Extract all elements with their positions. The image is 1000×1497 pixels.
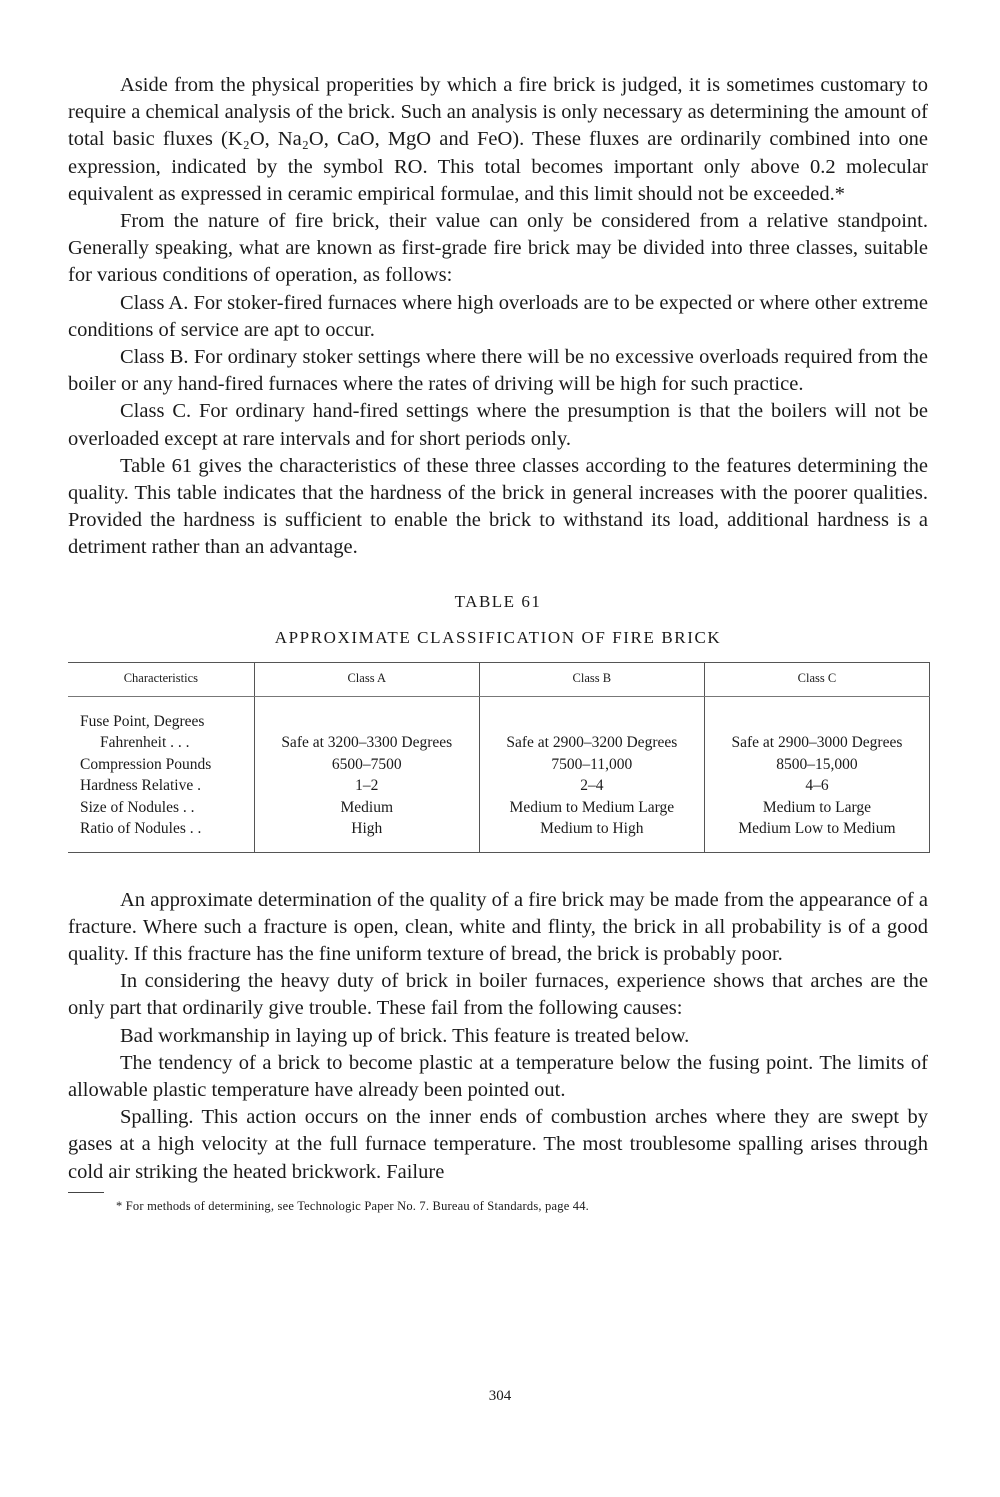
paragraph-spalling: Spalling. This action occurs on the inner ends of combustion arches where they are swept by gases at a high velocity at the full furnace temperature. The most troublesome spalling arises through cold air striking the heated brickwork. Failure [68,1106,928,1183]
cell-class-c: 4–6 [704,775,929,797]
cell-class-b: 2–4 [479,775,704,797]
paragraph-class-b: Class B. For ordinary stoker settings where there will be no excessive overloads required from the boiler or any hand-fired furnaces where the rates of driving will be high for such practice. [68,346,928,396]
cell-class-a: 1–2 [254,775,479,797]
table-row [68,818,930,852]
paragraph-class-a: Class A. For stoker-fired furnaces where high overloads are to be expected or where other extreme conditions of service are apt to occur. [68,291,928,341]
cell-class-b: Medium to Medium Large [479,797,704,819]
paragraph-fracture: An approximate determination of the quality of a fire brick may be made from the appearance of a fracture. Where such a fracture is open, clean, white and flinty, the brick in all probability is of a good quality. If this fracture has the fine uniform texture of bread, the brick is probably poor. [68,888,928,966]
row-label: Hardness Relative . [68,775,254,797]
after-table-text [68,887,928,1186]
table-header-row [68,662,930,696]
cell-class-a: 6500–7500 [254,754,479,776]
paragraph-class-c: Class C. For ordinary hand-fired settings where the presumption is that the boilers will not be overloaded except at rare intervals and for short periods only. [68,400,928,450]
paragraph-arches: In considering the heavy duty of brick in boiler furnaces, experience shows that arches are the only part that ordinarily give trouble. These fail from the following causes: [68,970,928,1020]
table-title: APPROXIMATE CLASSIFICATION OF FIRE BRICK [274,627,722,647]
table-row [68,732,930,754]
row-label: Fuse Point, Degrees [68,696,254,732]
cell-class-c: 8500–15,000 [704,754,929,776]
table-row [68,775,930,797]
header-class-a: Class A [254,662,479,696]
cell-class-c: Safe at 2900–3000 Degrees [704,732,929,754]
row-label: Size of Nodules . . [68,797,254,819]
cell-class-a [254,696,479,732]
paragraph-chemical-analysis: Aside from the physical properities by which a fire brick is judged, it is sometimes customary to require a chemical analysis of the brick. Such an analysis is only necessary as determining the amount of total basic fluxes (K₂O, Na₂O, CaO, MgO and FeO). These fluxes are ordinarily combined into one expression, indicated by the symbol RO. This total becomes important only above 0.2 molecular equivalent as expressed in ceramic empirical formulae, and this limit should not be exceeded.* [68,74,928,205]
table-row [68,754,930,776]
paragraph-plastic: The tendency of a brick to become plastic at a temperature below the fusing point. The limits of allowable plastic temperature have already been pointed out. [68,1051,928,1102]
cell-class-c: Medium to Large [704,797,929,819]
cell-class-b [479,696,704,732]
table-number: TABLE 61 [454,591,542,611]
header-class-b: Class B [479,662,704,696]
cell-class-b: 7500–11,000 [479,754,704,776]
page-body [68,72,928,1214]
header-class-c: Class C [704,662,929,696]
table-row [68,696,930,732]
fire-brick-classification-table [68,662,930,853]
cell-class-a: Safe at 3200–3300 Degrees [254,732,479,754]
cell-class-b: Safe at 2900–3200 Degrees [479,732,704,754]
cell-class-a: High [254,818,479,852]
paragraph-table-intro: Table 61 gives the characteristics of these three classes according to the features determining the quality. This table indicates that the hardness of the brick in general increases with the poorer qualities. Provided the hardness is sufficient to enable the brick to withstand its load, additional hardness is a detriment rather than an advantage. [68,454,928,559]
footnote-rule [68,1192,104,1193]
cell-class-c [704,696,929,732]
cell-class-a: Medium [254,797,479,819]
footnote: * For methods of determining, see Technologic Paper No. 7. Bureau of Standards, page 44. [116,1198,589,1213]
cell-class-b: Medium to High [479,818,704,852]
row-label: Ratio of Nodules . . [68,818,254,852]
table-row [68,797,930,819]
row-label: Fahrenheit . . . [68,732,254,754]
paragraph-workmanship: Bad workmanship in laying up of brick. This feature is treated below. [120,1024,690,1047]
cell-class-c: Medium Low to Medium [704,818,929,852]
paragraph-relative-value: From the nature of fire brick, their value can only be considered from a relative standpoint. Generally speaking, what are known as first-grade fire brick may be divided into three classes, suitable for various conditions of operation, as follows: [68,210,928,287]
page-number: 304 [488,1388,512,1404]
row-label: Compression Pounds [68,754,254,776]
header-characteristics: Characteristics [68,662,254,696]
